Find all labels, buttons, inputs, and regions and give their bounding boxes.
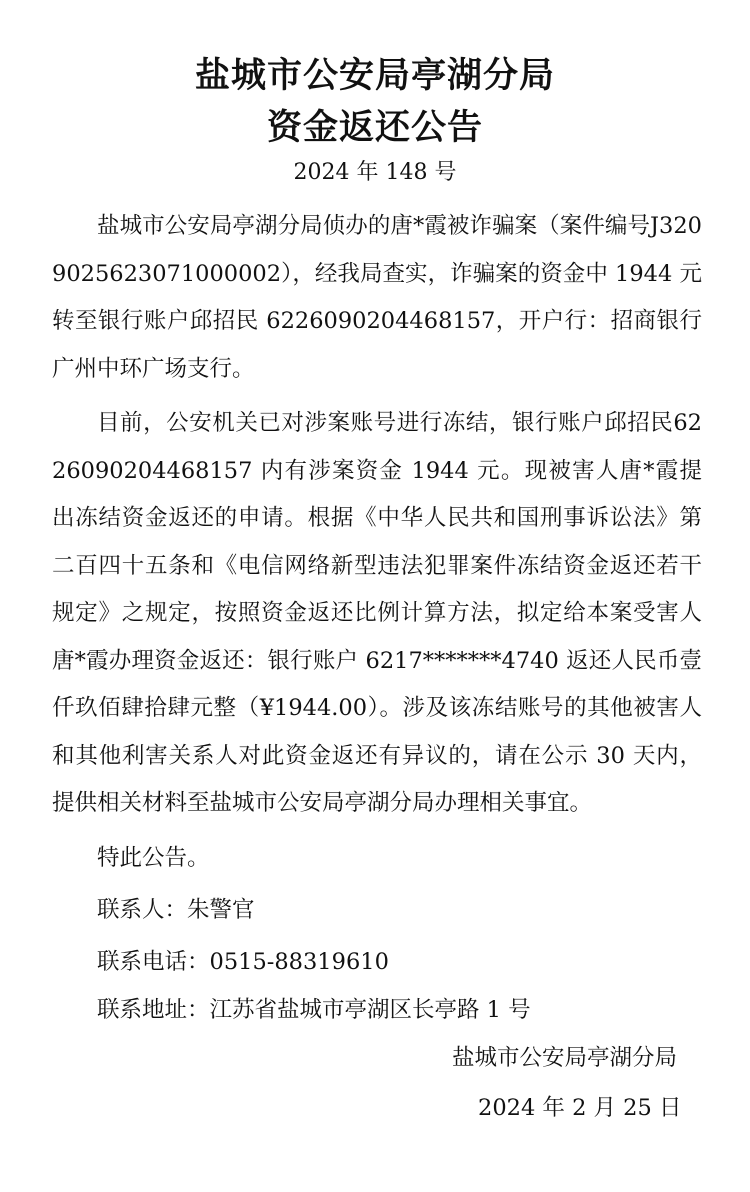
title-line-1: 盐城市公安局亭湖分局	[194, 55, 555, 96]
contact-address: 联系地址：江苏省盐城市亭湖区长亭路 1 号	[97, 997, 531, 1023]
document-number: 2024 年 148 号	[293, 160, 457, 185]
contact-person: 联系人：朱警官	[97, 897, 255, 923]
contact-phone: 联系电话：0515-88319610	[97, 949, 389, 975]
refund-paragraph: 目前，公安机关已对涉案账号进行冻结，银行账户邱招民6226090204468157 内有涉案资金 1944 元。现被害人唐*霞提出冻结资金返还的申请。根据《中华人民共和国刑事诉讼法》第二百四十五条和《电信网络新型违法犯罪案件冻结资金返还若干规定》之规定，按照资金返还比例计算方法，拟定给本案受害人唐*霞办理资金返还：银行账户 6217*******4740 返还人民币壹仟玖佰肆拾肆元整（¥1944.00）。涉及该冻结账号的其他被害人和其他利害关系人对此资金返还有异议的，请在公示 30 天内，提供相关材料至盐城市公安局亭湖分局办理相关事宜。	[52, 410, 702, 816]
closing-statement: 特此公告。	[97, 845, 210, 871]
signature-date: 2024 年 2 月 25 日	[478, 1095, 682, 1121]
title-line-2: 资金返还公告	[266, 107, 483, 148]
signature-organization: 盐城市公安局亭湖分局	[452, 1045, 678, 1071]
case-paragraph: 盐城市公安局亭湖分局侦办的唐*霞被诈骗案（案件编号J3209025623071000002），经我局查实，诈骗案的资金中 1944 元转至银行账户邱招民 6226090204468157，开户行：招商银行广州中环广场支行。	[52, 213, 702, 382]
